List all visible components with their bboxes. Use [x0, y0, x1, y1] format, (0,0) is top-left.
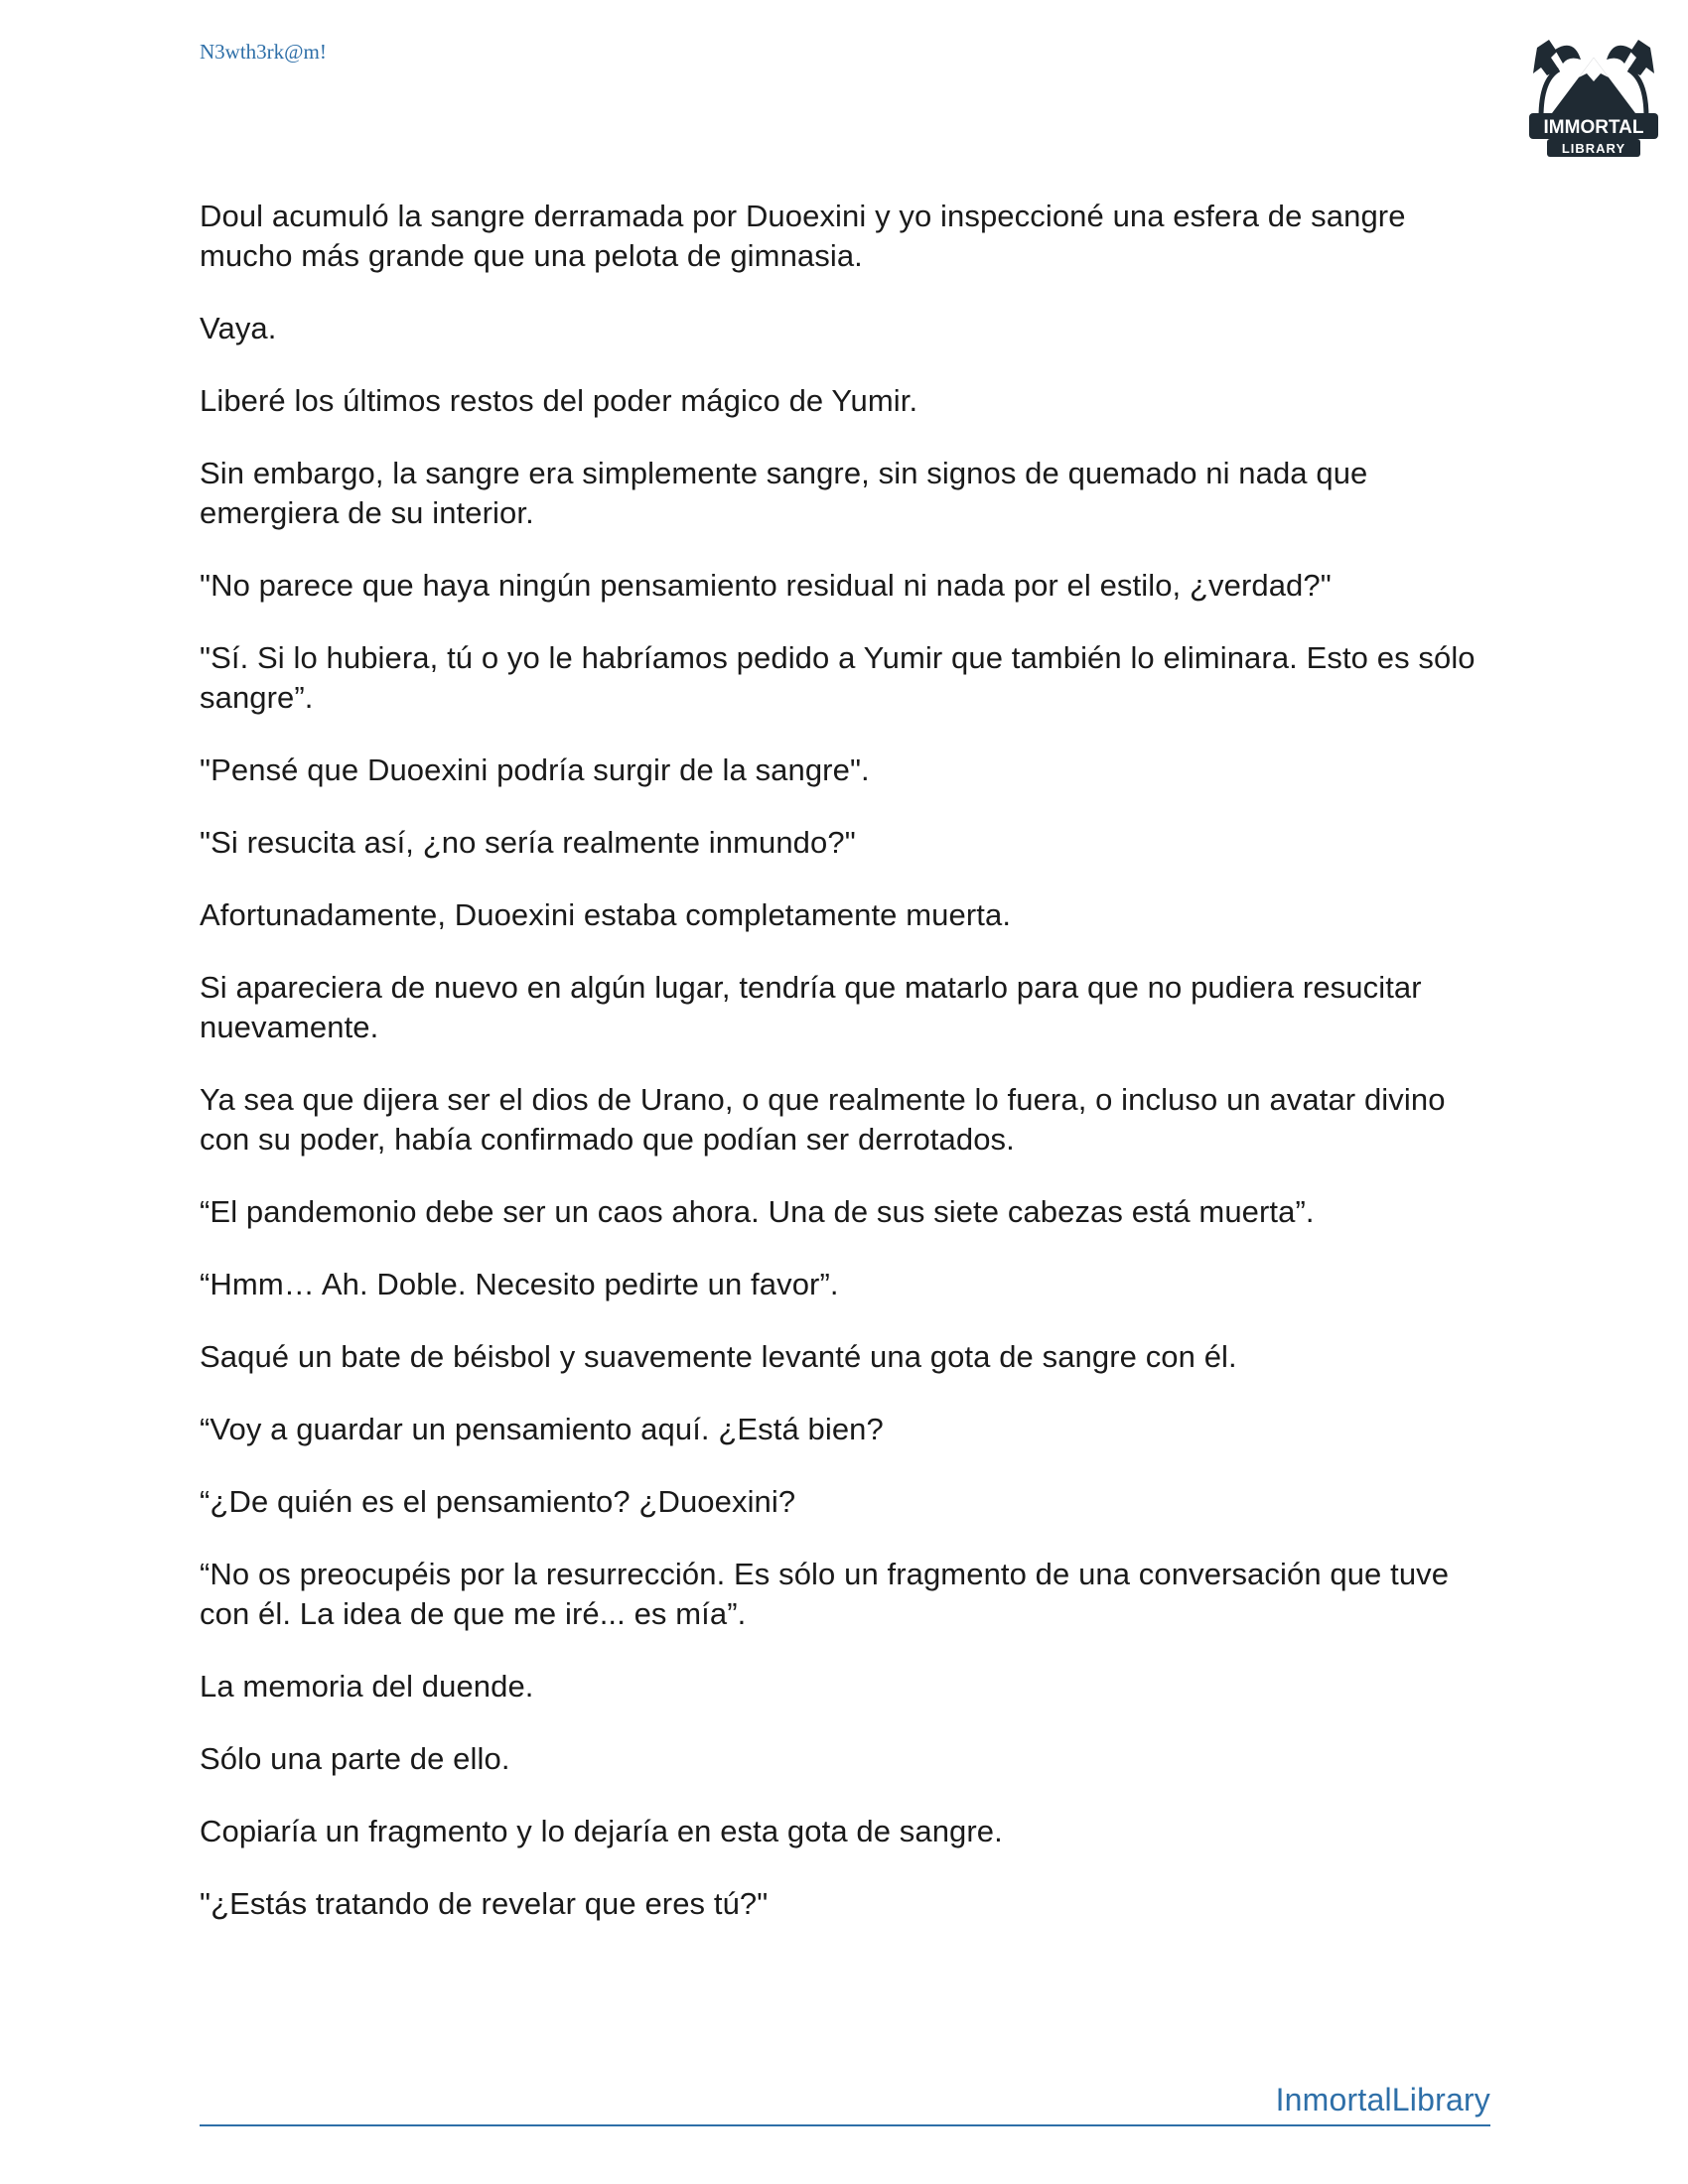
paragraph: Sin embargo, la sangre era simplemente sangre, sin signos de quemado ni nada que emergiera de su interior.	[200, 456, 1368, 530]
paragraph: "Si resucita así, ¿no sería realmente inmundo?"	[200, 825, 856, 860]
paragraph: Vaya.	[200, 311, 277, 345]
paragraph: Afortunadamente, Duoexini estaba completamente muerta.	[200, 897, 1012, 932]
paragraph: Doul acumuló la sangre derramada por Duoexini y yo inspeccioné una esfera de sangre mucho más grande que una pelota de gimnasia.	[200, 199, 1406, 273]
paragraph: “Voy a guardar un pensamiento aquí. ¿Está bien?	[200, 1412, 884, 1446]
paragraph: La memoria del duende.	[200, 1669, 534, 1704]
paragraph: "Sí. Si lo hubiera, tú o yo le habríamos pedido a Yumir que también lo eliminara. Esto es sólo sangre”.	[200, 640, 1476, 715]
paragraph: “El pandemonio debe ser un caos ahora. Una de sus siete cabezas está muerta”.	[200, 1194, 1315, 1229]
paragraph: Copiaría un fragmento y lo dejaría en esta gota de sangre.	[200, 1814, 1003, 1848]
document-body	[200, 197, 1500, 1957]
logo-line1: IMMORTAL	[1543, 117, 1644, 138]
paragraph: Saqué un bate de béisbol y suavemente levanté una gota de sangre con él.	[200, 1339, 1237, 1374]
footer-link[interactable]: InmortalLibrary	[1275, 2082, 1490, 2117]
paragraph: Ya sea que dijera ser el dios de Urano, o que realmente lo fuera, o incluso un avatar divino con su poder, había confirmado que podían ser derrotados.	[200, 1082, 1446, 1157]
logo-line2: LIBRARY	[1561, 141, 1626, 156]
paragraph: “Hmm… Ah. Doble. Necesito pedirte un favor”.	[200, 1267, 839, 1301]
paragraph: Sólo una parte de ello.	[200, 1741, 510, 1776]
paragraph: "¿Estás tratando de revelar que eres tú?"	[200, 1886, 769, 1921]
header-note: N3wth3rk@m!	[200, 40, 327, 64]
paragraph: "Pensé que Duoexini podría surgir de la sangre".	[200, 752, 870, 787]
paragraph: Liberé los últimos restos del poder mágico de Yumir.	[200, 383, 918, 418]
paragraph: “No os preocupéis por la resurrección. Es sólo un fragmento de una conversación que tuve con él. La idea de que me iré... es mía”.	[200, 1557, 1450, 1631]
paragraph: "No parece que haya ningún pensamiento residual ni nada por el estilo, ¿verdad?"	[200, 568, 1332, 603]
immortal-library-logo	[1519, 30, 1668, 164]
dragon-mountain-logo-icon	[1519, 30, 1668, 164]
page-footer	[200, 2079, 1490, 2126]
paragraph: “¿De quién es el pensamiento? ¿Duoexini?	[200, 1484, 796, 1519]
paragraph: Si apareciera de nuevo en algún lugar, tendría que matarlo para que no pudiera resucitar nuevamente.	[200, 970, 1422, 1044]
